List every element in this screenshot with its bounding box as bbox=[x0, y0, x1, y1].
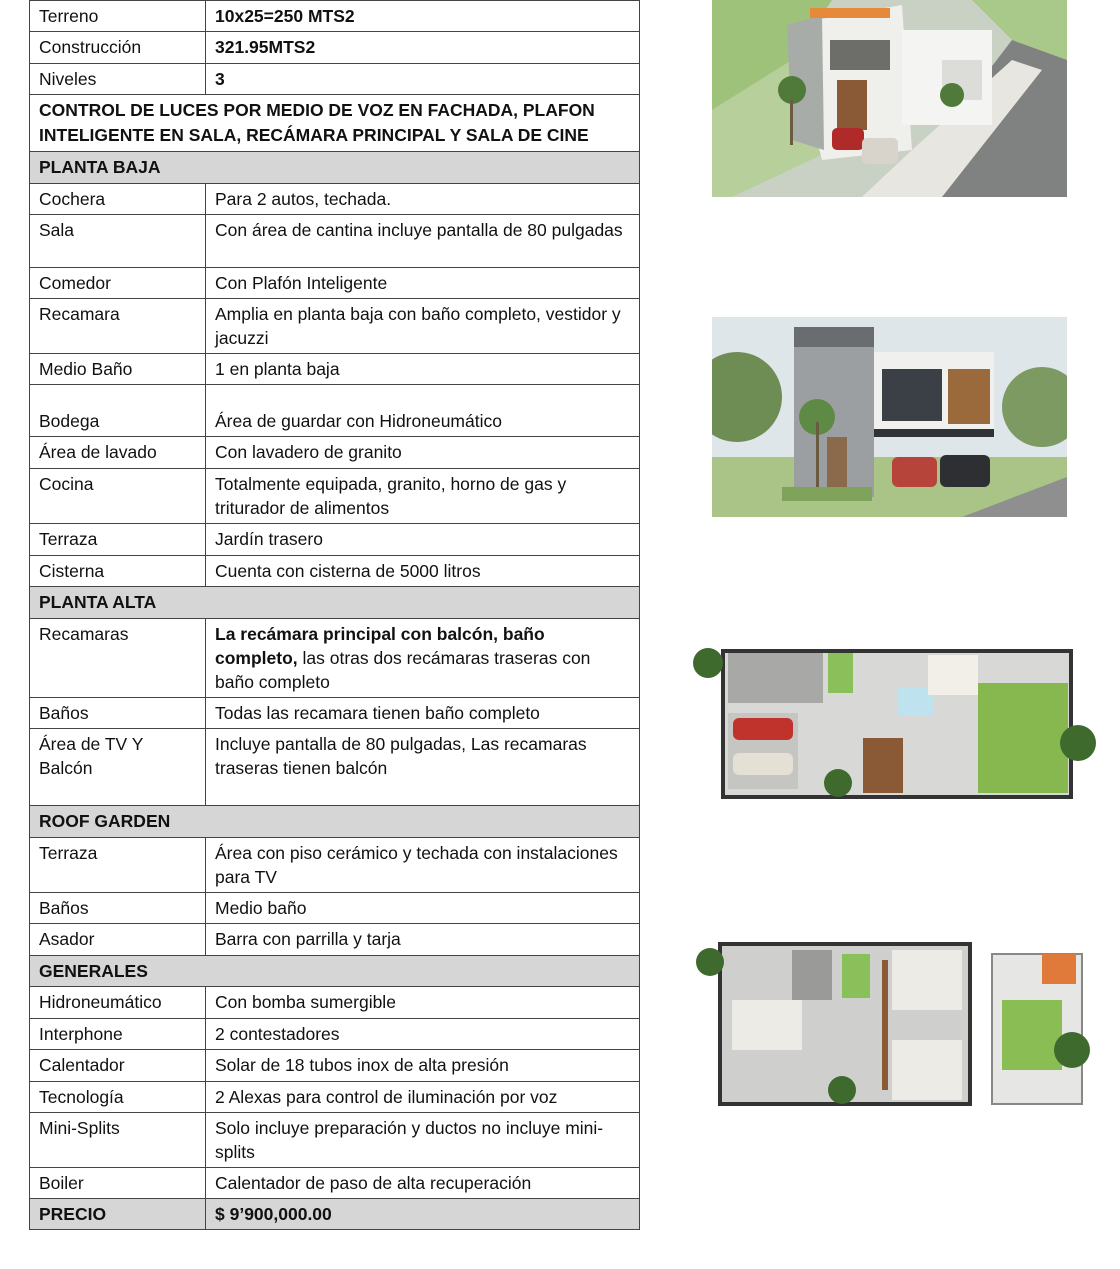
row-value: Área con piso cerámico y techada con instalaciones para TV bbox=[206, 838, 640, 893]
row-label: Cocina bbox=[30, 469, 206, 524]
table-row bbox=[30, 385, 640, 437]
row-label: Recamaras bbox=[30, 619, 206, 698]
aerial-render-image bbox=[712, 0, 1067, 197]
table-row bbox=[30, 698, 640, 729]
row-value: Amplia en planta baja con baño completo, vestidor y jacuzzi bbox=[206, 299, 640, 354]
row-value: Área de guardar con Hidroneumático bbox=[206, 385, 640, 437]
table-row bbox=[30, 1019, 640, 1050]
table-row bbox=[30, 556, 640, 587]
row-value: Medio baño bbox=[206, 893, 640, 924]
row-value: Totalmente equipada, granito, horno de gas y triturador de alimentos bbox=[206, 469, 640, 524]
table-row bbox=[30, 437, 640, 469]
row-value: Calentador de paso de alta recuperación bbox=[206, 1168, 640, 1199]
property-spec-table bbox=[29, 0, 640, 1230]
row-label: Terraza bbox=[30, 524, 206, 556]
table-row bbox=[30, 215, 640, 268]
row-label: Boiler bbox=[30, 1168, 206, 1199]
table-row bbox=[30, 268, 640, 299]
section-header bbox=[30, 587, 640, 619]
table-row bbox=[30, 1082, 640, 1113]
row-value: 2 contestadores bbox=[206, 1019, 640, 1050]
row-value-bold: La recámara principal con balcón, baño completo, bbox=[215, 624, 545, 668]
table-row bbox=[30, 354, 640, 385]
table-row bbox=[30, 524, 640, 556]
row-label: Recamara bbox=[30, 299, 206, 354]
row-value: Barra con parrilla y tarja bbox=[206, 924, 640, 956]
table-row bbox=[30, 64, 640, 95]
table-row bbox=[30, 987, 640, 1019]
section-header bbox=[30, 152, 640, 184]
section-title-roof-garden: ROOF GARDEN bbox=[30, 806, 640, 838]
facade-render-image bbox=[712, 317, 1067, 517]
row-label: Terreno bbox=[30, 1, 206, 32]
voice-control-notice: CONTROL DE LUCES POR MEDIO DE VOZ EN FACHADA, PLAFON INTELIGENTE EN SALA, RECÁMARA PRINCIPAL Y SALA DE CINE bbox=[30, 95, 640, 152]
row-value: Incluye pantalla de 80 pulgadas, Las recamaras traseras tienen balcón bbox=[206, 729, 640, 806]
section-title-planta-alta: PLANTA ALTA bbox=[30, 587, 640, 619]
row-label: Área de TV Y Balcón bbox=[30, 729, 206, 806]
table-row bbox=[30, 893, 640, 924]
table-row bbox=[30, 1168, 640, 1199]
row-value: 321.95MTS2 bbox=[206, 32, 640, 64]
table-row bbox=[30, 32, 640, 64]
table-row bbox=[30, 619, 640, 698]
row-label: Niveles bbox=[30, 64, 206, 95]
row-label: Cochera bbox=[30, 184, 206, 215]
notice-row bbox=[30, 95, 640, 152]
row-label: Sala bbox=[30, 215, 206, 268]
price-row bbox=[30, 1199, 640, 1230]
row-label: Terraza bbox=[30, 838, 206, 893]
ground-floor-plan-image bbox=[688, 643, 1100, 805]
row-value: Con lavadero de granito bbox=[206, 437, 640, 469]
row-value: 10x25=250 MTS2 bbox=[206, 1, 640, 32]
row-label: Cisterna bbox=[30, 556, 206, 587]
upper-floor-plan-image bbox=[692, 940, 1100, 1108]
row-value: 1 en planta baja bbox=[206, 354, 640, 385]
price-value: $ 9’900,000.00 bbox=[206, 1199, 640, 1230]
table-row bbox=[30, 184, 640, 215]
price-label: PRECIO bbox=[30, 1199, 206, 1230]
row-label: Comedor bbox=[30, 268, 206, 299]
row-label: Asador bbox=[30, 924, 206, 956]
row-value: Solar de 18 tubos inox de alta presión bbox=[206, 1050, 640, 1082]
row-value: Para 2 autos, techada. bbox=[206, 184, 640, 215]
table-row bbox=[30, 469, 640, 524]
section-header bbox=[30, 806, 640, 838]
row-label: Baños bbox=[30, 893, 206, 924]
table-row bbox=[30, 924, 640, 956]
table-row bbox=[30, 729, 640, 806]
row-label: Medio Baño bbox=[30, 354, 206, 385]
row-value: 2 Alexas para control de iluminación por voz bbox=[206, 1082, 640, 1113]
row-value: Jardín trasero bbox=[206, 524, 640, 556]
row-value: Todas las recamara tienen baño completo bbox=[206, 698, 640, 729]
table-row bbox=[30, 838, 640, 893]
row-label: Interphone bbox=[30, 1019, 206, 1050]
table-row bbox=[30, 1050, 640, 1082]
table-row bbox=[30, 299, 640, 354]
row-label: Bodega bbox=[30, 385, 206, 437]
section-title-generales: GENERALES bbox=[30, 956, 640, 987]
row-label: Baños bbox=[30, 698, 206, 729]
row-label: Área de lavado bbox=[30, 437, 206, 469]
row-value: Con área de cantina incluye pantalla de 80 pulgadas bbox=[206, 215, 640, 268]
row-value: Con bomba sumergible bbox=[206, 987, 640, 1019]
row-value: Con Plafón Inteligente bbox=[206, 268, 640, 299]
row-value: Cuenta con cisterna de 5000 litros bbox=[206, 556, 640, 587]
section-header bbox=[30, 956, 640, 987]
row-value: Solo incluye preparación y ductos no incluye mini-splits bbox=[206, 1113, 640, 1168]
section-title-planta-baja: PLANTA BAJA bbox=[30, 152, 640, 184]
row-label: Calentador bbox=[30, 1050, 206, 1082]
table-row bbox=[30, 1113, 640, 1168]
row-value-rest: las otras dos recámaras traseras con baño completo bbox=[215, 648, 591, 692]
row-label: Tecnología bbox=[30, 1082, 206, 1113]
row-label: Mini-Splits bbox=[30, 1113, 206, 1168]
row-label: Hidroneumático bbox=[30, 987, 206, 1019]
row-value: 3 bbox=[206, 64, 640, 95]
table-row bbox=[30, 1, 640, 32]
row-label: Construcción bbox=[30, 32, 206, 64]
row-value bbox=[206, 619, 640, 698]
